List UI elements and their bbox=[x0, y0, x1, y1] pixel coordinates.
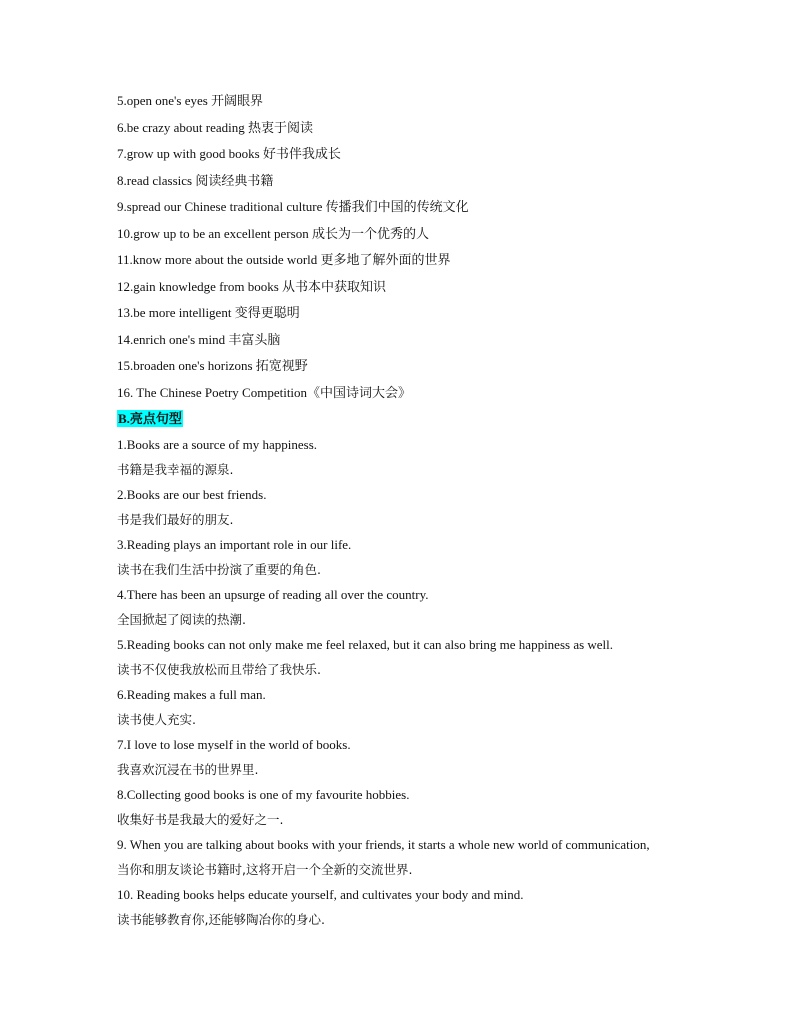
sentence-zh-10: 读书能够教育你,还能够陶冶你的身心. bbox=[117, 912, 325, 927]
sentence-zh-9: 当你和朋友谈论书籍时,这将开启一个全新的交流世界. bbox=[117, 862, 413, 877]
phrase-item-11: 11.know more about the outside world 更多地了解外面的世界 bbox=[117, 252, 451, 267]
sentence-en-2: 2.Books are our best friends. bbox=[117, 487, 267, 502]
sentence-en-10: 10. Reading books helps educate yourself, and cultivates your body and mind. bbox=[117, 887, 524, 902]
phrase-item-12: 12.gain knowledge from books 从书本中获取知识 bbox=[117, 278, 387, 294]
sentence-zh-8: 收集好书是我最大的爱好之一. bbox=[117, 812, 284, 827]
sentence-en-6: 6.Reading makes a full man. bbox=[117, 687, 266, 702]
sentence-en-1: 1.Books are a source of my happiness. bbox=[117, 437, 318, 452]
section-heading-row bbox=[117, 410, 757, 436]
sentence-zh-2: 书是我们最好的朋友. bbox=[117, 512, 234, 527]
phrase-item-7: 7.grow up with good books 好书伴我成长 bbox=[117, 146, 341, 161]
phrase-list bbox=[117, 92, 757, 410]
section-heading: B.亮点句型 bbox=[118, 411, 182, 426]
sentence-zh-3: 读书在我们生活中扮演了重要的角色. bbox=[117, 562, 321, 577]
phrase-item-8: 8.read classics 阅读经典书籍 bbox=[117, 172, 274, 188]
sentence-en-7: 7.I love to lose myself in the world of books. bbox=[117, 737, 351, 752]
sentence-zh-4: 全国掀起了阅读的热潮. bbox=[117, 612, 246, 627]
sentence-list bbox=[117, 436, 757, 936]
sentence-zh-1: 书籍是我幸福的源泉. bbox=[117, 462, 234, 477]
sentence-en-5: 5.Reading books can not only make me feel relaxed, but it can also bring me happiness as well. bbox=[117, 637, 614, 652]
phrase-item-16: 16. The Chinese Poetry Competition《中国诗词大会》 bbox=[117, 384, 412, 400]
phrase-item-5: 5.open one's eyes 开阔眼界 bbox=[117, 93, 264, 108]
sentence-zh-6: 读书使人充实. bbox=[117, 712, 196, 727]
sentence-zh-7: 我喜欢沉浸在书的世界里. bbox=[117, 762, 259, 777]
phrase-item-10: 10.grow up to be an excellent person 成长为一个优秀的人 bbox=[117, 225, 429, 241]
sentence-en-8: 8.Collecting good books is one of my favourite hobbies. bbox=[117, 787, 410, 802]
sentence-en-4: 4.There has been an upsurge of reading all over the country. bbox=[117, 587, 429, 602]
phrase-item-9: 9.spread our Chinese traditional culture 传播我们中国的传统文化 bbox=[117, 199, 469, 214]
sentence-zh-5: 读书不仅使我放松而且带给了我快乐. bbox=[117, 662, 321, 677]
phrase-item-15: 15.broaden one's horizons 拓宽视野 bbox=[117, 358, 308, 373]
phrase-item-13: 13.be more intelligent 变得更聪明 bbox=[117, 305, 300, 320]
document-page bbox=[117, 92, 757, 936]
phrase-item-14: 14.enrich one's mind 丰富头脑 bbox=[117, 331, 281, 347]
phrase-item-6: 6.be crazy about reading 热衷于阅读 bbox=[117, 119, 314, 135]
sentence-en-3: 3.Reading plays an important role in our life. bbox=[117, 537, 352, 552]
sentence-en-9: 9. When you are talking about books with your friends, it starts a whole new world of communication, bbox=[117, 837, 650, 852]
